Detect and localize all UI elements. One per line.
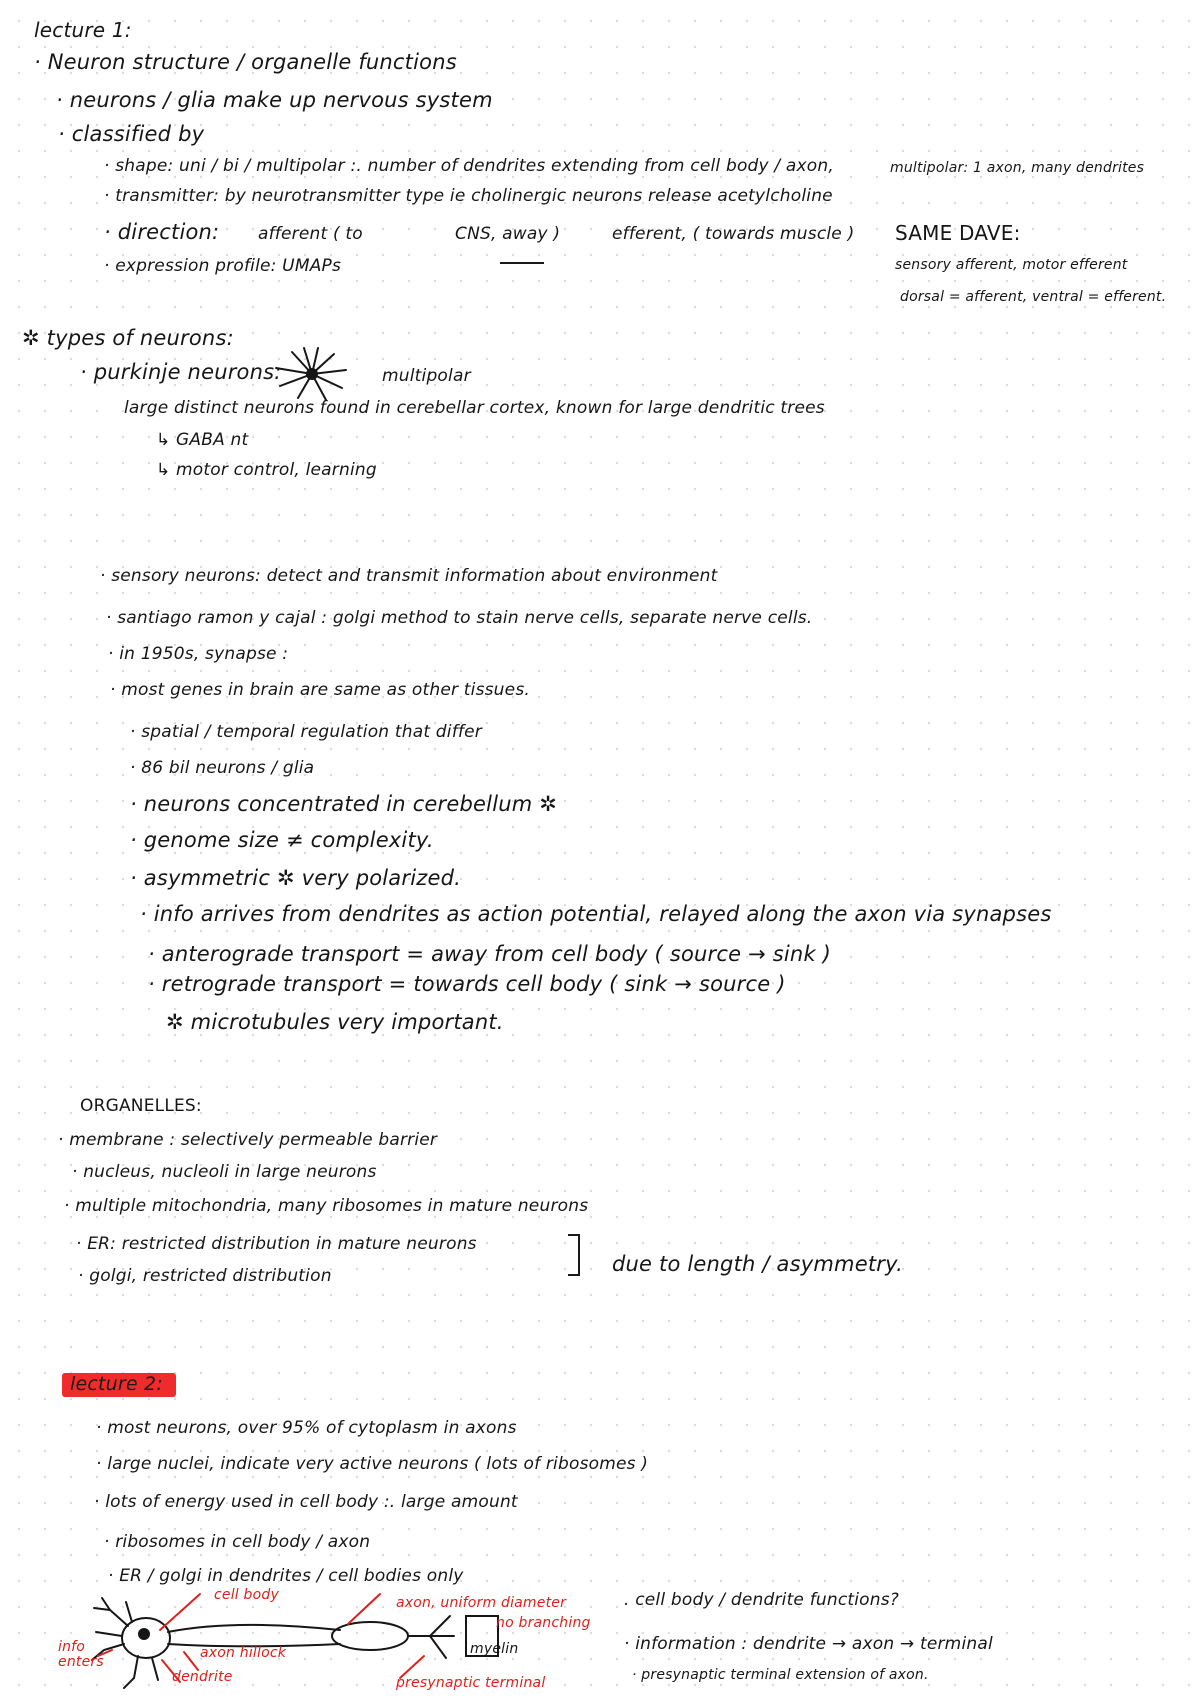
lecture-2-line: · ribosomes in cell body / axon <box>104 1532 371 1552</box>
intro-line: · classified by <box>58 122 205 146</box>
label-cell-body: cell body <box>214 1587 279 1603</box>
label-no-branching: no branching <box>496 1615 591 1631</box>
bullet-line: · neurons concentrated in cerebellum ✲ <box>130 792 558 816</box>
organelle-line: · nucleus, nucleoli in large neurons <box>72 1162 377 1182</box>
same-dave-line: sensory afferent, motor efferent <box>895 257 1128 273</box>
lecture-2-line: · most neurons, over 95% of cytoplasm in axons <box>96 1418 517 1438</box>
purkinje-tag: multipolar <box>382 366 471 386</box>
label-myelin: myelin <box>470 1641 519 1657</box>
class-afferent: afferent ( to <box>258 224 363 244</box>
organelle-line: · multiple mitochondria, many ribosomes in mature neurons <box>64 1196 589 1216</box>
anterograde-line: · anterograde transport = away from cell body ( source → sink ) <box>148 942 832 966</box>
same-dave-line: dorsal = afferent, ventral = efferent. <box>900 289 1167 305</box>
retrograde-line: · retrograde transport = towards cell body ( sink → source ) <box>148 972 786 996</box>
organelles-title: ORGANELLES: <box>80 1096 202 1116</box>
label-dendrite: dendrite <box>172 1669 233 1685</box>
label-axon: axon, uniform diameter <box>396 1595 567 1611</box>
class-shape-note: multipolar: 1 axon, many dendrites <box>890 160 1145 176</box>
lecture-2-title: lecture 2: <box>70 1373 163 1395</box>
organelle-bracket <box>568 1234 580 1276</box>
types-header: ✲ types of neurons: <box>22 326 234 350</box>
synapse-line: · in 1950s, synapse : <box>108 644 289 664</box>
info-line: · info arrives from dendrites as action potential, relayed along the axon via synapses <box>140 902 1052 926</box>
lecture-1-topic: · Neuron structure / organelle functions <box>34 50 457 74</box>
lecture-2-line: · ER / golgi in dendrites / cell bodies only <box>108 1566 464 1586</box>
organelle-line: · golgi, restricted distribution <box>78 1266 332 1286</box>
bullet-line: · 86 bil neurons / glia <box>130 758 315 778</box>
santiago-line: · santiago ramon y cajal : golgi method to stain nerve cells, separate nerve cells. <box>106 608 813 628</box>
same-dave: SAME DAVE: <box>895 221 1021 245</box>
lecture-2-line: · lots of energy used in cell body :. large amount <box>94 1492 518 1512</box>
sensory-line: · sensory neurons: detect and transmit information about environment <box>100 566 718 586</box>
class-transmitter: · transmitter: by neurotransmitter type ie cholinergic neurons release acetylcholine <box>104 186 833 206</box>
label-axon-hillock: axon hillock <box>200 1645 287 1661</box>
lecture-2-line: · large nuclei, indicate very active neurons ( lots of ribosomes ) <box>96 1454 649 1474</box>
bullet-line: · genome size ≠ complexity. <box>130 828 434 852</box>
lecture-1-title: lecture 1: <box>34 18 132 42</box>
organelle-line: · ER: restricted distribution in mature neurons <box>76 1234 477 1254</box>
side-note: · information : dendrite → axon → terminal <box>624 1634 993 1654</box>
bullet-line: · spatial / temporal regulation that differ <box>130 722 482 742</box>
class-shape: · shape: uni / bi / multipolar :. number of dendrites extending from cell body / axon, <box>104 156 834 176</box>
purkinje-desc: large distinct neurons found in cerebellar cortex, known for large dendritic trees <box>124 398 825 418</box>
label-presynaptic: presynaptic terminal <box>396 1675 546 1691</box>
purkinje-nt: ↳ GABA nt <box>156 430 249 450</box>
class-afferent-cont: CNS, away ) <box>455 224 561 244</box>
bullet-line: · most genes in brain are same as other tissues. <box>110 680 530 700</box>
organelle-line: · membrane : selectively permeable barrier <box>58 1130 438 1150</box>
class-efferent: efferent, ( towards muscle ) <box>612 224 855 244</box>
class-direction-label: · direction: <box>104 220 220 244</box>
bracket-note: due to length / asymmetry. <box>612 1252 903 1276</box>
bullet-line: · asymmetric ✲ very polarized. <box>130 866 461 890</box>
class-expression: · expression profile: UMAPs <box>104 256 342 276</box>
side-note: · presynaptic terminal extension of axon. <box>632 1667 929 1683</box>
purkinje-neuron-sketch <box>272 346 352 402</box>
purkinje-fn: ↳ motor control, learning <box>156 460 377 480</box>
away-underline <box>500 262 544 264</box>
microtubules-line: ✲ microtubules very important. <box>166 1010 504 1034</box>
label-info-enters: info enters <box>58 1639 104 1670</box>
purkinje-label: · purkinje neurons: <box>80 360 282 384</box>
side-note: . cell body / dendrite functions? <box>624 1590 900 1610</box>
intro-line: · neurons / glia make up nervous system <box>56 88 493 112</box>
